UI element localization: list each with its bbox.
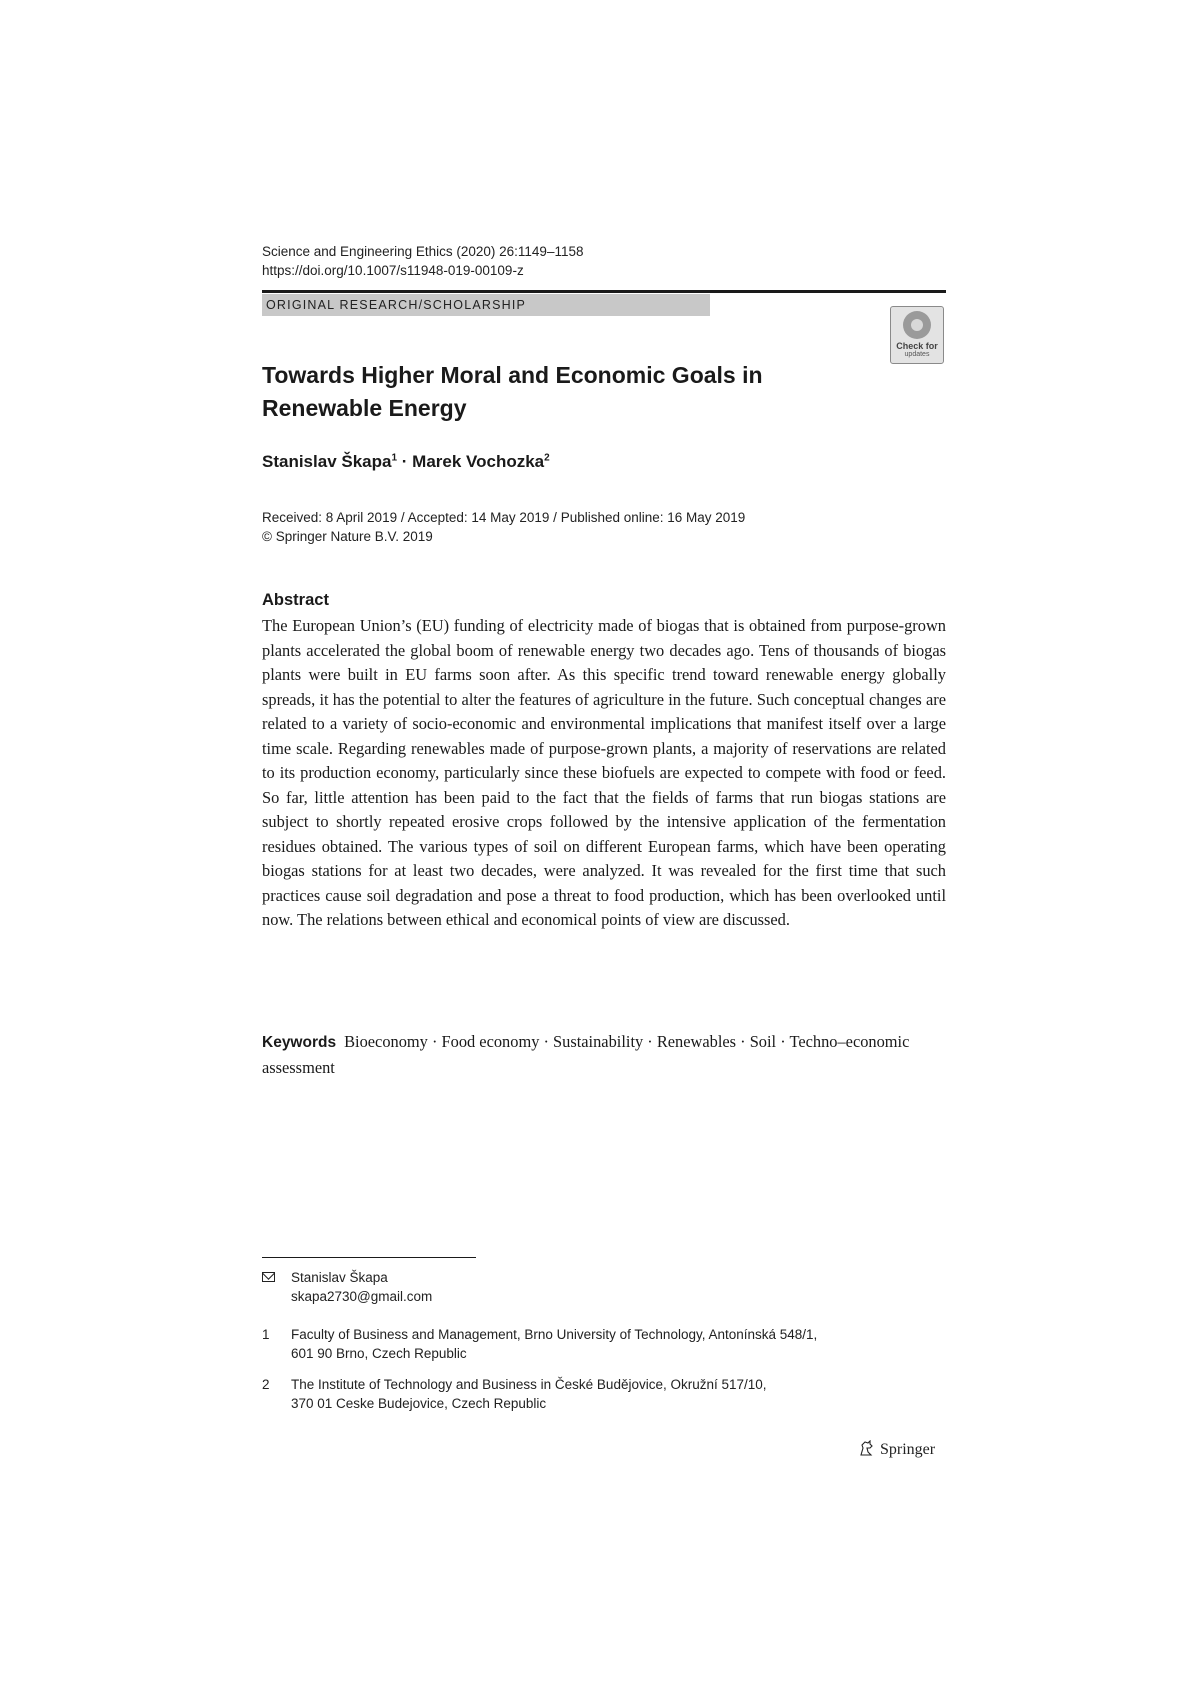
corresponding-name: Stanislav Škapa xyxy=(291,1270,388,1285)
affiliation-line: 601 90 Brno, Czech Republic xyxy=(291,1346,467,1361)
affiliation-footnote xyxy=(262,1325,817,1363)
author-list xyxy=(262,452,550,472)
check-for-updates-badge[interactable] xyxy=(890,306,944,364)
affiliation-line: 370 01 Ceske Budejovice, Czech Republic xyxy=(291,1396,547,1411)
doi-link[interactable]: https://doi.org/10.1007/s11948-019-00109-z xyxy=(262,263,524,278)
badge-label-2: updates xyxy=(904,351,930,358)
author-separator: · xyxy=(401,452,408,471)
author-affiliation-mark: 1 xyxy=(391,452,398,464)
publication-dates xyxy=(262,508,745,546)
affiliation-line: Faculty of Business and Management, Brno University of Technology, Antonínská 548/1, xyxy=(291,1327,818,1342)
author-name[interactable]: Marek Vochozka xyxy=(412,452,545,471)
publisher-name: Springer xyxy=(880,1441,936,1458)
copyright: © Springer Nature B.V. 2019 xyxy=(262,529,433,544)
affiliation-footnote xyxy=(262,1375,767,1413)
keywords-text: Bioeconomy · Food economy · Sustainability · Renewables · Soil · Techno–economic assessment xyxy=(262,1032,910,1077)
check-updates-icon xyxy=(903,311,931,339)
paper-title: Towards Higher Moral and Economic Goals in Renewable Energy xyxy=(262,362,763,421)
corresponding-email[interactable]: skapa2730@gmail.com xyxy=(291,1289,433,1304)
envelope-icon xyxy=(262,1272,275,1282)
author-affiliation-mark: 2 xyxy=(544,452,550,464)
badge-label-1: Check for xyxy=(896,341,938,351)
section-label: ORIGINAL RESEARCH/SCHOLARSHIP xyxy=(262,294,710,316)
journal-citation: Science and Engineering Ethics (2020) 26:1149–1158 xyxy=(262,244,584,259)
corresponding-author-footnote xyxy=(262,1268,432,1306)
springer-horse-icon xyxy=(858,1440,875,1457)
publisher-logo xyxy=(858,1440,935,1459)
abstract-text: The European Union’s (EU) funding of electricity made of biogas that is obtained from purpose-grown plants accelerated the global boom of renewable energy two decades ago. Tens of thousands of biogas plants were built in EU farms soon after. As this specific trend toward renewable energy globally spreads, it has the potential to alter the features of agriculture in the future. Such conceptual changes are related to a variety of socio-economic and environmental implications that manifest itself over a large time scale. Regarding renewables made of purpose-grown plants, a majority of reservations are related to its production economy, particularly since these biofuels are expected to compete with food or feed. So far, little attention has been paid to the fact that the fields of farms that run biogas stations are subject to shortly repeated erosive crops followed by the intensive application of the fermentation residues obtained. The various types of soil on different European farms, which have been operating biogas stations for at least two decades, were analyzed. It was revealed for the first time that such practices cause soil degradation and pose a threat to food production, which has been overlooked until now. The relations between ethical and economical points of view are discussed. xyxy=(262,616,946,929)
history-dates: Received: 8 April 2019 / Accepted: 14 May 2019 / Published online: 16 May 2019 xyxy=(262,510,746,525)
keywords xyxy=(262,1030,946,1080)
footnote-rule xyxy=(262,1257,476,1258)
affiliation-number: 1 xyxy=(262,1327,270,1342)
affiliation-line: The Institute of Technology and Business in České Budějovice, Okružní 517/10, xyxy=(291,1377,767,1392)
author-name[interactable]: Stanislav Škapa xyxy=(262,452,392,471)
keywords-label: Keywords xyxy=(262,1034,337,1051)
abstract-heading: Abstract xyxy=(262,591,329,609)
journal-header xyxy=(262,242,583,280)
header-rule xyxy=(262,290,946,293)
affiliation-number: 2 xyxy=(262,1377,270,1392)
